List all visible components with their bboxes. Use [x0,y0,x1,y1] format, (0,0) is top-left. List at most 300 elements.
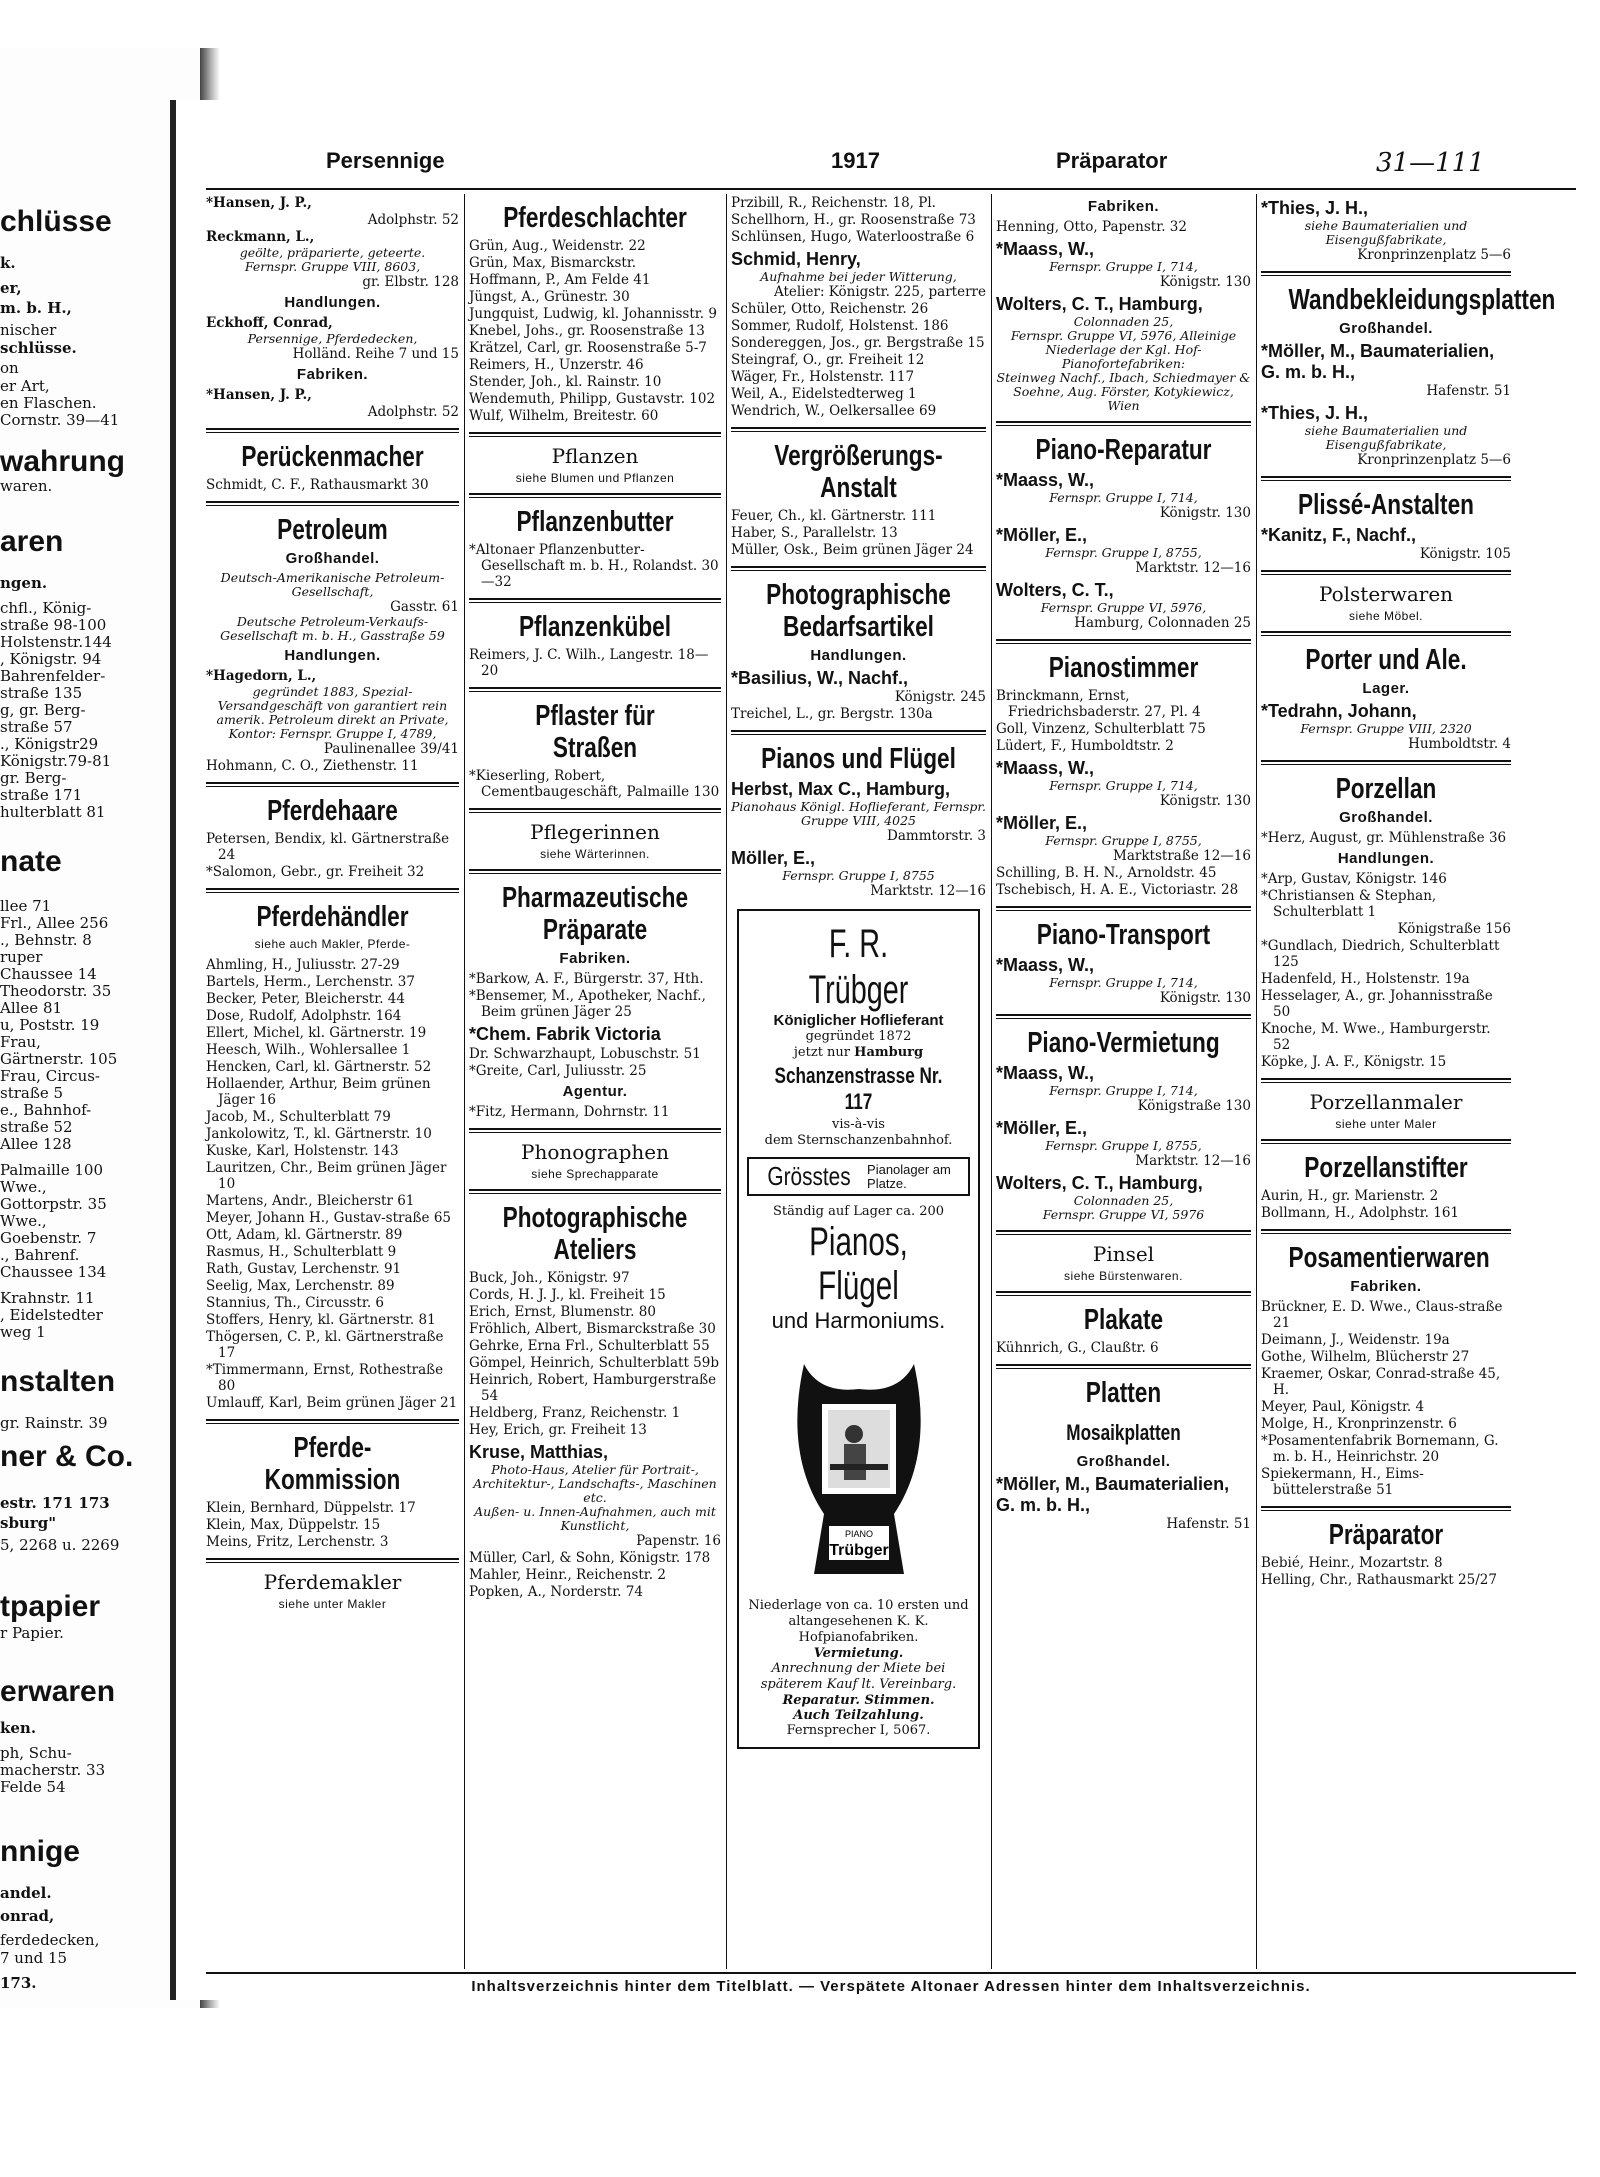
entry-address: Königstr. 105 [1419,546,1511,562]
directory-entry: Hey, Erich, gr. Freiheit 13 [469,1422,647,1438]
directory-entry: Aurin, H., gr. Marienstr. 2 [1261,1188,1439,1204]
section-rule [206,501,459,506]
ad-line: gegründet 1872 [805,1029,912,1044]
entry-note: Fernspr. Gruppe I, 714, [1049,975,1198,990]
entry-address: Holländ. Reihe 7 und 15 [292,346,459,362]
fragment-text: Wwe., [0,1178,47,1196]
directory-entry-featured: Kruse, Matthias, [469,1442,609,1462]
section-rule [1261,570,1511,575]
directory-entry-featured: *Maass, W., [996,470,1095,490]
directory-entry: *Posamentenfabrik Bornemann, G. m. b. H., Heinrichstr. 20 [1261,1433,1499,1465]
fragment-text: straße 52 [0,1118,73,1136]
section-rule [1261,476,1511,481]
directory-entry: Gothe, Wilhelm, Blücherstr 27 [1261,1349,1470,1365]
entry-note: Fernspr. Gruppe VI, 5976, [1040,600,1207,615]
columns [206,194,1576,1969]
directory-entry: Gömpel, Heinrich, Schulterblatt 59b [469,1355,719,1371]
directory-entry: Heldberg, Franz, Reichenstr. 1 [469,1405,681,1421]
directory-entry: Schlünsen, Hugo, Waterloostraße 6 [731,229,975,245]
directory-entry: Ellert, Michel, kl. Gärtnerstr. 19 [206,1025,427,1041]
directory-entry-featured: *Möller, M., Baumaterialien, G. m. b. H., [996,1474,1230,1515]
ad-foot: Reparatur. Stimmen. [782,1693,935,1708]
fragment-text: nnige [0,1835,80,1868]
directory-entry: Feuer, Ch., kl. Gärtnerstr. 111 [731,508,937,524]
fragment-text: ph, Schu- [0,1744,72,1762]
directory-entry: Sommer, Rudolf, Holstenst. 186 [731,318,949,334]
entry-note: Fernspr. Gruppe I, 8755 [782,868,935,883]
fragment-text: straße 5 [0,1084,64,1102]
subsection-label: Großhandel. [1076,1453,1171,1470]
fragment-text: u, Poststr. 19 [0,1016,100,1034]
fragment-text: er Art, [0,377,50,395]
entry-note: Deutsch-Amerikanische Petroleum-Gesellschaft, [220,570,445,599]
directory-entry-featured: Herbst, Max C., Hamburg, [731,779,951,799]
directory-entry-featured: Schmid, Henry, [731,249,861,269]
directory-entry: *Hansen, J. P., [206,195,312,211]
fragment-text: ruper [0,948,43,966]
directory-entry: Kuske, Karl, Holstenstr. 143 [206,1143,399,1159]
directory-entry: Cords, H. J. J., kl. Freiheit 15 [469,1287,666,1303]
directory-entry: Hadenfeld, H., Holstenstr. 19a [1261,971,1470,987]
entry-note: Aufnahme bei jeder Witterung, [760,269,957,284]
directory-entry: Wäger, Fr., Holstenstr. 117 [731,369,915,385]
directory-entry-featured: *Maass, W., [996,1063,1095,1083]
section-title: Pferdehaare [267,795,398,827]
subsection-label: Handlungen. [1337,850,1435,867]
fragment-text: Bahrenfelder- [0,667,106,685]
directory-entry: Spiekermann, H., Eims-büttelerstraße 51 [1261,1466,1424,1498]
entry-note: Fernspr. Gruppe VIII, 2320 [1300,721,1472,736]
directory-entry: Bebié, Heinr., Mozartstr. 8 [1261,1555,1443,1571]
entry-note: siehe Baumaterialien und Eisengußfabrikate, [1304,423,1468,452]
directory-entry: Martens, Andr., Bleicherstr 61 [206,1193,415,1209]
entry-address: Königstraße 130 [1137,1098,1251,1114]
directory-entry: Kühnrich, G., Claußtr. 6 [996,1340,1159,1356]
directory-entry: Bollmann, H., Adolphstr. 161 [1261,1205,1459,1221]
section-rule [1261,271,1511,276]
directory-entry: Schilling, B. H. N., Arnoldstr. 45 [996,865,1217,881]
directory-entry-featured: *Maass, W., [996,955,1095,975]
ad-box [747,1157,970,1196]
entry-note: Fernspr. Gruppe VIII, 8603, [244,259,421,274]
section-rule [996,906,1251,911]
entry-address: gr. Elbstr. 128 [362,274,459,290]
fragment-text: ferdedecken, [0,1931,100,1949]
cross-reference: siehe Sprechapparate [531,1167,659,1181]
ad-headline: Pianos, Flügel [809,1220,908,1308]
entry-address: Königstr. 130 [1159,274,1251,290]
ad-line: jetzt nur [793,1045,851,1060]
cross-reference: siehe auch Makler, Pferde- [254,937,411,951]
fragment-text: g, gr. Berg- [0,701,86,719]
fragment-text: nate [0,845,62,878]
column-divider [464,194,465,1969]
fragment-text: schlüsse. [0,339,77,357]
section-title: Pferdeschlachter [503,202,687,234]
directory-entry: Fröhlich, Albert, Bismarckstraße 30 [469,1321,716,1337]
section-title: Pinsel [1092,1242,1155,1266]
directory-entry: *Bensemer, M., Apotheker, Nachf., Beim grünen Jäger 25 [469,988,706,1020]
directory-entry: Hollaender, Arthur, Beim grünen Jäger 16 [206,1076,431,1108]
section-rule [996,1291,1251,1296]
section-title: Plissé-Anstalten [1297,489,1474,521]
ad-foot: Anrechnung der Miete bei späterem Kauf lt. Vereinbarg. [760,1661,957,1692]
directory-entry: Treichel, L., gr. Bergstr. 130a [731,706,933,722]
directory-entry: Goll, Vinzenz, Schulterblatt 75 [996,721,1206,737]
entry-note: Fernspr. Gruppe I, 714, [1049,778,1198,793]
directory-entry-featured: Möller, E., [731,848,816,868]
directory-entry: *Kieserling, Robert, Cementbaugeschäft, Palmaille 130 [469,768,720,800]
directory-entry: Heesch, Wilh., Wohlersallee 1 [206,1042,411,1058]
directory-entry: *Gundlach, Diedrich, Schulterblatt 125 [1261,938,1500,970]
entry-note: Photo-Haus, Atelier für Portrait-, Architektur-, Landschafts-, Maschinen etc. [473,1462,717,1505]
subsection-label: Fabriken. [296,366,369,383]
directory-entry: Thögersen, C. P., kl. Gärtnerstraße 17 [206,1329,444,1361]
ad-street: Schanzenstrasse Nr. 117 [774,1063,943,1114]
entry-address: Marktstr. 12—16 [1135,560,1251,576]
directory-entry: Dose, Rudolf, Adolphstr. 164 [206,1008,402,1024]
directory-entry-featured: *Maass, W., [996,758,1095,778]
cross-reference: siehe unter Maler [1335,1117,1437,1131]
directory-entry: Rath, Gustav, Lerchenstr. 91 [206,1261,402,1277]
section-title: Piano-Vermietung [1027,1027,1220,1059]
section-rule [996,421,1251,426]
section-rule [731,427,986,432]
section-rule [469,808,721,813]
ad-foot: Auch Teilzahlung. [793,1708,924,1723]
ad-company-name: F. R. Trübger [808,922,909,1012]
cross-reference: siehe Wärterinnen. [540,847,650,861]
fragment-text: gr. Berg- [0,769,67,787]
entry-address: Hafenstr. 51 [1426,383,1511,399]
directory-entry: Ott, Adam, kl. Gärtnerstr. 89 [206,1227,403,1243]
entry-address: Papenstr. 16 [636,1533,721,1549]
entry-note: Pianohaus Königl. Hoflieferant, Fernspr. Gruppe VIII, 4025 [731,799,986,828]
directory-entry: Stannius, Th., Circusstr. 6 [206,1295,384,1311]
entry-note: Steinweg Nachf., Ibach, Schiedmayer & Soehne, Aug. Förster, Kotykiewicz, Wien [996,370,1251,413]
directory-entry: Meins, Fritz, Lerchenstr. 3 [206,1534,389,1550]
fragment-text: ., Behnstr. 8 [0,931,92,949]
section-title: Wandbekleidungsplatten [1288,284,1556,316]
entry-address: Adolphstr. 52 [367,404,459,420]
section-title: Pferde-Kommission [264,1432,401,1496]
directory-entry: Wendrich, W., Oelkersallee 69 [731,403,937,419]
fragment-text: Chaussee 134 [0,1263,107,1281]
fragment-text: nischer [0,321,57,339]
subsection-label: Handlungen. [284,647,381,664]
subsection-label: Agentur. [562,1083,628,1100]
section-rule [731,566,986,571]
entry-address: Adolphstr. 52 [367,212,459,228]
directory-entry: Jüngst, A., Grünestr. 30 [469,289,630,305]
subsection-label: Fabriken. [1350,1278,1422,1295]
directory-entry: Tschebisch, H. A. E., Victoriastr. 28 [996,882,1239,898]
section-rule [469,1189,721,1194]
directory-entry: Dr. Schwarzhaupt, Lobuschstr. 51 [469,1046,701,1062]
fragment-text: Goebenstr. 7 [0,1229,97,1247]
fragment-text: sburg" [0,1514,57,1532]
fragment-text: Felde 54 [0,1778,66,1796]
fragment-text: wahrung [0,445,125,478]
subsection-label: Handlungen. [284,294,381,311]
entry-note: Fernspr. Gruppe VI, 5976 [1042,1207,1205,1222]
entry-note: Deutsche Petroleum-Verkaufs-Gesellschaft m. b. H., Gasstraße 59 [220,614,445,643]
section-title: Pianos und Flügel [761,743,956,775]
section-title: Photographische Bedarfsartikel [766,579,951,643]
fragment-text: Gottorpstr. 35 [0,1195,107,1213]
directory-entry: Gehrke, Erna Frl., Schulterblatt 55 [469,1338,710,1354]
section-title: Pflanzenbutter [516,506,674,538]
subsection-label: Großhandel. [285,550,380,567]
fragment-text: ., Bahrenf. [0,1246,80,1264]
entry-address: Dammtorstr. 3 [887,828,986,844]
directory-entry: Reimers, J. C. Wilh., Langestr. 18—20 [469,647,709,679]
directory-entry: Steingraf, O., gr. Freiheit 12 [731,352,925,368]
entry-note: geölte, präparierte, geteerte. [239,245,426,260]
directory-entry: Henning, Otto, Papenstr. 32 [996,219,1187,235]
fragment-text: onrad, [0,1907,55,1925]
directory-entry: Klein, Max, Düppelstr. 15 [206,1517,381,1533]
fragment-text: m. b. H., [0,299,72,317]
fragment-text: ngen. [0,574,48,592]
section-title: Porter und Ale. [1305,644,1467,676]
section-rule [469,687,721,692]
directory-entry-featured: *Basilius, W., Nachf., [731,668,909,688]
fragment-text: andel. [0,1884,52,1902]
section-title: Pferdemakler [263,1570,402,1594]
scan-background [0,0,1600,48]
fragment-text: aren [0,525,64,558]
section-rule [1261,1078,1511,1083]
directory-entry: Petersen, Bendix, kl. Gärtnerstraße 24 [206,831,450,863]
directory-entry-featured: Wolters, C. T., Hamburg, [996,1173,1203,1193]
section-title: Pferdehändler [256,901,409,933]
entry-note: Colonnaden 25, [1073,1193,1174,1208]
section-rule [469,432,721,437]
entry-note: Fernspr. Gruppe I, 8755, [1045,833,1202,848]
directory-entry-featured: *Möller, M., Baumaterialien, G. m. b. H., [1261,341,1495,382]
directory-entry: Krätzel, Carl, gr. Roosenstraße 5-7 [469,340,707,356]
directory-entry: Kraemer, Oskar, Conrad-straße 45, H. [1261,1366,1501,1398]
entry-address: Kronprinzenplatz 5—6 [1357,452,1511,468]
ad-line: Ständig auf Lager ca. 200 [772,1204,945,1219]
entry-note: Fernspr. Gruppe VI, 5976, Alleinige Niederlage der Kgl. Hof-Pianofortefabriken: [1010,328,1237,371]
section-title: Posamentierwaren [1288,1242,1490,1274]
directory-entry: *Salomon, Gebr., gr. Freiheit 32 [206,864,425,880]
directory-entry: Reckmann, L., [206,229,315,245]
entry-address: Paulinenallee 39/41 [323,741,459,757]
directory-entry: Schellhorn, H., gr. Roosenstraße 73 [731,212,976,228]
fragment-text: Cornstr. 39—41 [0,411,120,429]
section-rule [996,1364,1251,1369]
entry-address: Humboldtstr. 4 [1408,736,1511,752]
section-rule [469,869,721,874]
directory-entry: *Christiansen & Stephan, Schulterblatt 1 [1261,888,1437,920]
directory-entry: Stoffers, Henry, kl. Gärtnerstr. 81 [206,1312,436,1328]
section-title: Pflanzen [551,444,639,468]
directory-page [170,100,1584,2000]
subsection-label: Fabriken. [559,950,631,967]
section-title: Pflegerinnen [530,820,660,844]
entry-note: Persennige, Pferdedecken, [247,331,418,346]
fragment-text: macherstr. 33 [0,1761,106,1779]
subsection-label: Handlungen. [810,647,907,664]
subsection-label: Großhandel. [1339,320,1433,337]
fragment-text: chfl., König- [0,599,92,617]
fragment-text: Chaussee 14 [0,965,97,983]
directory-entry: *Hagedorn, L., [206,668,317,684]
fragment-text: nstalten [0,1365,116,1398]
fragment-text: Allee 81 [0,999,63,1017]
directory-entry: Stender, Joh., kl. Rainstr. 10 [469,374,662,390]
column-2 [469,194,721,1969]
section-title: Mosaikplatten [1066,1420,1181,1445]
section-rule [1261,1506,1511,1511]
entry-address: Kronprinzenplatz 5—6 [1357,247,1511,263]
fragment-text: r Papier. [0,1624,64,1642]
section-title: Perückenmacher [241,441,424,473]
entry-note: Fernspr. Gruppe I, 714, [1049,490,1198,505]
entry-address: Marktstraße 12—16 [1113,848,1251,864]
fragment-text: straße 171 [0,786,83,804]
fragment-text: , Eidelstedter [0,1306,103,1324]
directory-entry: Becker, Peter, Bleicherstr. 44 [206,991,405,1007]
entry-address: Marktstr. 12—16 [1135,1153,1251,1169]
directory-entry-featured: Wolters, C. T., [996,580,1114,600]
fragment-text: gr. Rainstr. 39 [0,1414,108,1432]
fragment-text: Frau, [0,1033,41,1051]
entry-address: Marktstr. 12—16 [870,883,986,899]
column-5 [1261,194,1556,1969]
directory-entry: Mahler, Heinr., Reichenstr. 2 [469,1567,666,1583]
ad-box-big: Grösstes [767,1161,851,1191]
fragment-text: Theodorstr. 35 [0,982,112,1000]
directory-entry-featured: *Chem. Fabrik Victoria [469,1024,661,1044]
section-rule [206,1558,459,1563]
lyre-piano-illustration [784,1344,934,1584]
directory-entry: *Timmermann, Ernst, Rothestraße 80 [206,1362,444,1394]
section-title: Phonographen [521,1140,669,1164]
directory-entry: Erich, Ernst, Blumenstr. 80 [469,1304,656,1320]
entry-note: gegründet 1883, Spezial-Versandgeschäft von garantiert rein amerik. Petroleum direkt an Private, [216,684,449,727]
section-rule [1261,760,1511,765]
cross-reference: siehe Möbel. [1348,609,1424,623]
directory-entry-featured: *Thies, J. H., [1261,198,1369,218]
directory-entry: Schüler, Otto, Reichenstr. 26 [731,301,929,317]
entry-address: Königstr. 245 [894,689,986,705]
fragment-text: Krahnstr. 11 [0,1289,95,1307]
entry-note: Fernspr. Gruppe I, 8755, [1045,1138,1202,1153]
ad-plate-brand: Trübger [828,1542,889,1559]
ad-line: dem Sternschanzenbahnhof. [764,1133,953,1148]
entry-address: Königstr. 130 [1159,793,1251,809]
column-3 [731,194,986,1969]
directory-entry: Hencken, Carl, kl. Gärtnerstr. 52 [206,1059,432,1075]
directory-entry: Knoche, M. Wwe., Hamburgerstr. 52 [1261,1021,1491,1053]
directory-entry: Jankolowitz, T., kl. Gärtnerstr. 10 [206,1126,432,1142]
header-rule [206,188,1576,190]
section-title: Vergrößerungs-Anstalt [774,440,943,504]
section-title: Piano-Reparatur [1035,434,1212,466]
section-rule [206,888,459,893]
section-title: Petroleum [277,514,388,546]
ad-line: Niederlage von ca. 10 ersten und altangesehenen K. K. Hofpianofabriken. [748,1598,969,1645]
section-title: Plakate [1083,1304,1164,1336]
ad-line: vis-à-vis [832,1117,885,1132]
directory-entry: Eckhoff, Conrad, [206,315,333,331]
entry-address: Königstraße 156 [1397,921,1511,937]
truebger-advertisement [737,909,980,1749]
header-right-keyword: Präparator [1056,148,1168,173]
directory-entry: *Greite, Carl, Juliusstr. 25 [469,1063,647,1079]
directory-entry: *Barkow, A. F., Bürgerstr. 37, Hth. [469,971,704,987]
directory-entry: Ahmling, H., Juliusstr. 27-29 [206,957,400,973]
fragment-text: , Königstr. 94 [0,650,102,668]
directory-entry: *Herz, August, gr. Mühlenstraße 36 [1261,830,1507,846]
directory-entry: Popken, A., Norderstr. 74 [469,1584,643,1600]
section-rule [996,1230,1251,1235]
fragment-text: 173. [0,1974,37,1992]
fragment-text: llee 71 [0,897,52,915]
fragment-text: en Flaschen. [0,394,97,412]
directory-entry: Deimann, J., Weidenstr. 19a [1261,1332,1450,1348]
fragment-text: ner & Co. [0,1440,134,1473]
directory-entry: Reimers, H., Unzerstr. 46 [469,357,644,373]
ad-plate-label: PIANO [844,1529,873,1539]
directory-entry-featured: *Maass, W., [996,239,1095,259]
directory-entry-featured: *Thies, J. H., [1261,403,1369,423]
section-title: Porzellan [1335,773,1437,805]
page-footer: Inhaltsverzeichnis hinter dem Titelblatt. — Verspätete Altonaer Adressen hinter dem Inhaltsverzeichnis. [206,1972,1576,1995]
section-title: Pflanzenkübel [518,611,672,643]
directory-entry: *Altonaer Pflanzenbutter-Gesellschaft m. b. H., Rolandst. 30—32 [469,542,719,590]
directory-entry: Knebel, Johs., gr. Roosenstraße 13 [469,323,705,339]
section-rule [469,493,721,498]
directory-entry: Heinrich, Robert, Hamburgerstraße 54 [469,1372,717,1404]
ad-subheadline: und Harmoniums. [771,1308,946,1333]
section-title: Porzellanstifter [1304,1152,1468,1184]
entry-note: Fernspr. Gruppe I, 8755, [1045,545,1202,560]
section-rule [469,598,721,603]
section-title: Photographische Ateliers [502,1202,688,1266]
fragment-text: er, [0,279,22,297]
directory-entry: Hesselager, A., gr. Johannisstraße 50 [1261,988,1493,1020]
section-title: Pianostimmer [1048,652,1199,684]
directory-entry: Schmidt, C. F., Rathausmarkt 30 [206,477,429,493]
directory-entry: Müller, Osk., Beim grünen Jäger 24 [731,542,974,558]
section-title: Polsterwaren [1318,582,1454,606]
directory-entry: Klein, Bernhard, Düppelstr. 17 [206,1500,416,1516]
subsection-label: Großhandel. [1339,809,1433,826]
directory-entry: Hohmann, C. O., Ziethenstr. 11 [206,758,419,774]
fragment-text: Holstenstr.144 [0,633,112,651]
section-rule [1261,1139,1511,1144]
section-title: Porzellanmaler [1309,1090,1463,1114]
ad-foot: Vermietung. [813,1646,904,1661]
directory-entry: Köpke, J. A. F., Königstr. 15 [1261,1054,1447,1070]
column-divider [991,194,992,1969]
section-title: Piano-Transport [1036,919,1211,951]
directory-entry: Sondereggen, Jos., gr. Bergstraße 15 [731,335,985,351]
fragment-text: weg 1 [0,1323,46,1341]
entry-address: Königstr. 130 [1159,505,1251,521]
fragment-text: straße 57 [0,718,73,736]
header-year: 1917 [831,148,880,173]
section-rule [1261,1229,1511,1234]
fragment-text: waren. [0,477,53,495]
directory-entry-featured: *Tedrahn, Johann, [1261,701,1417,721]
fragment-text: ken. [0,1719,37,1737]
